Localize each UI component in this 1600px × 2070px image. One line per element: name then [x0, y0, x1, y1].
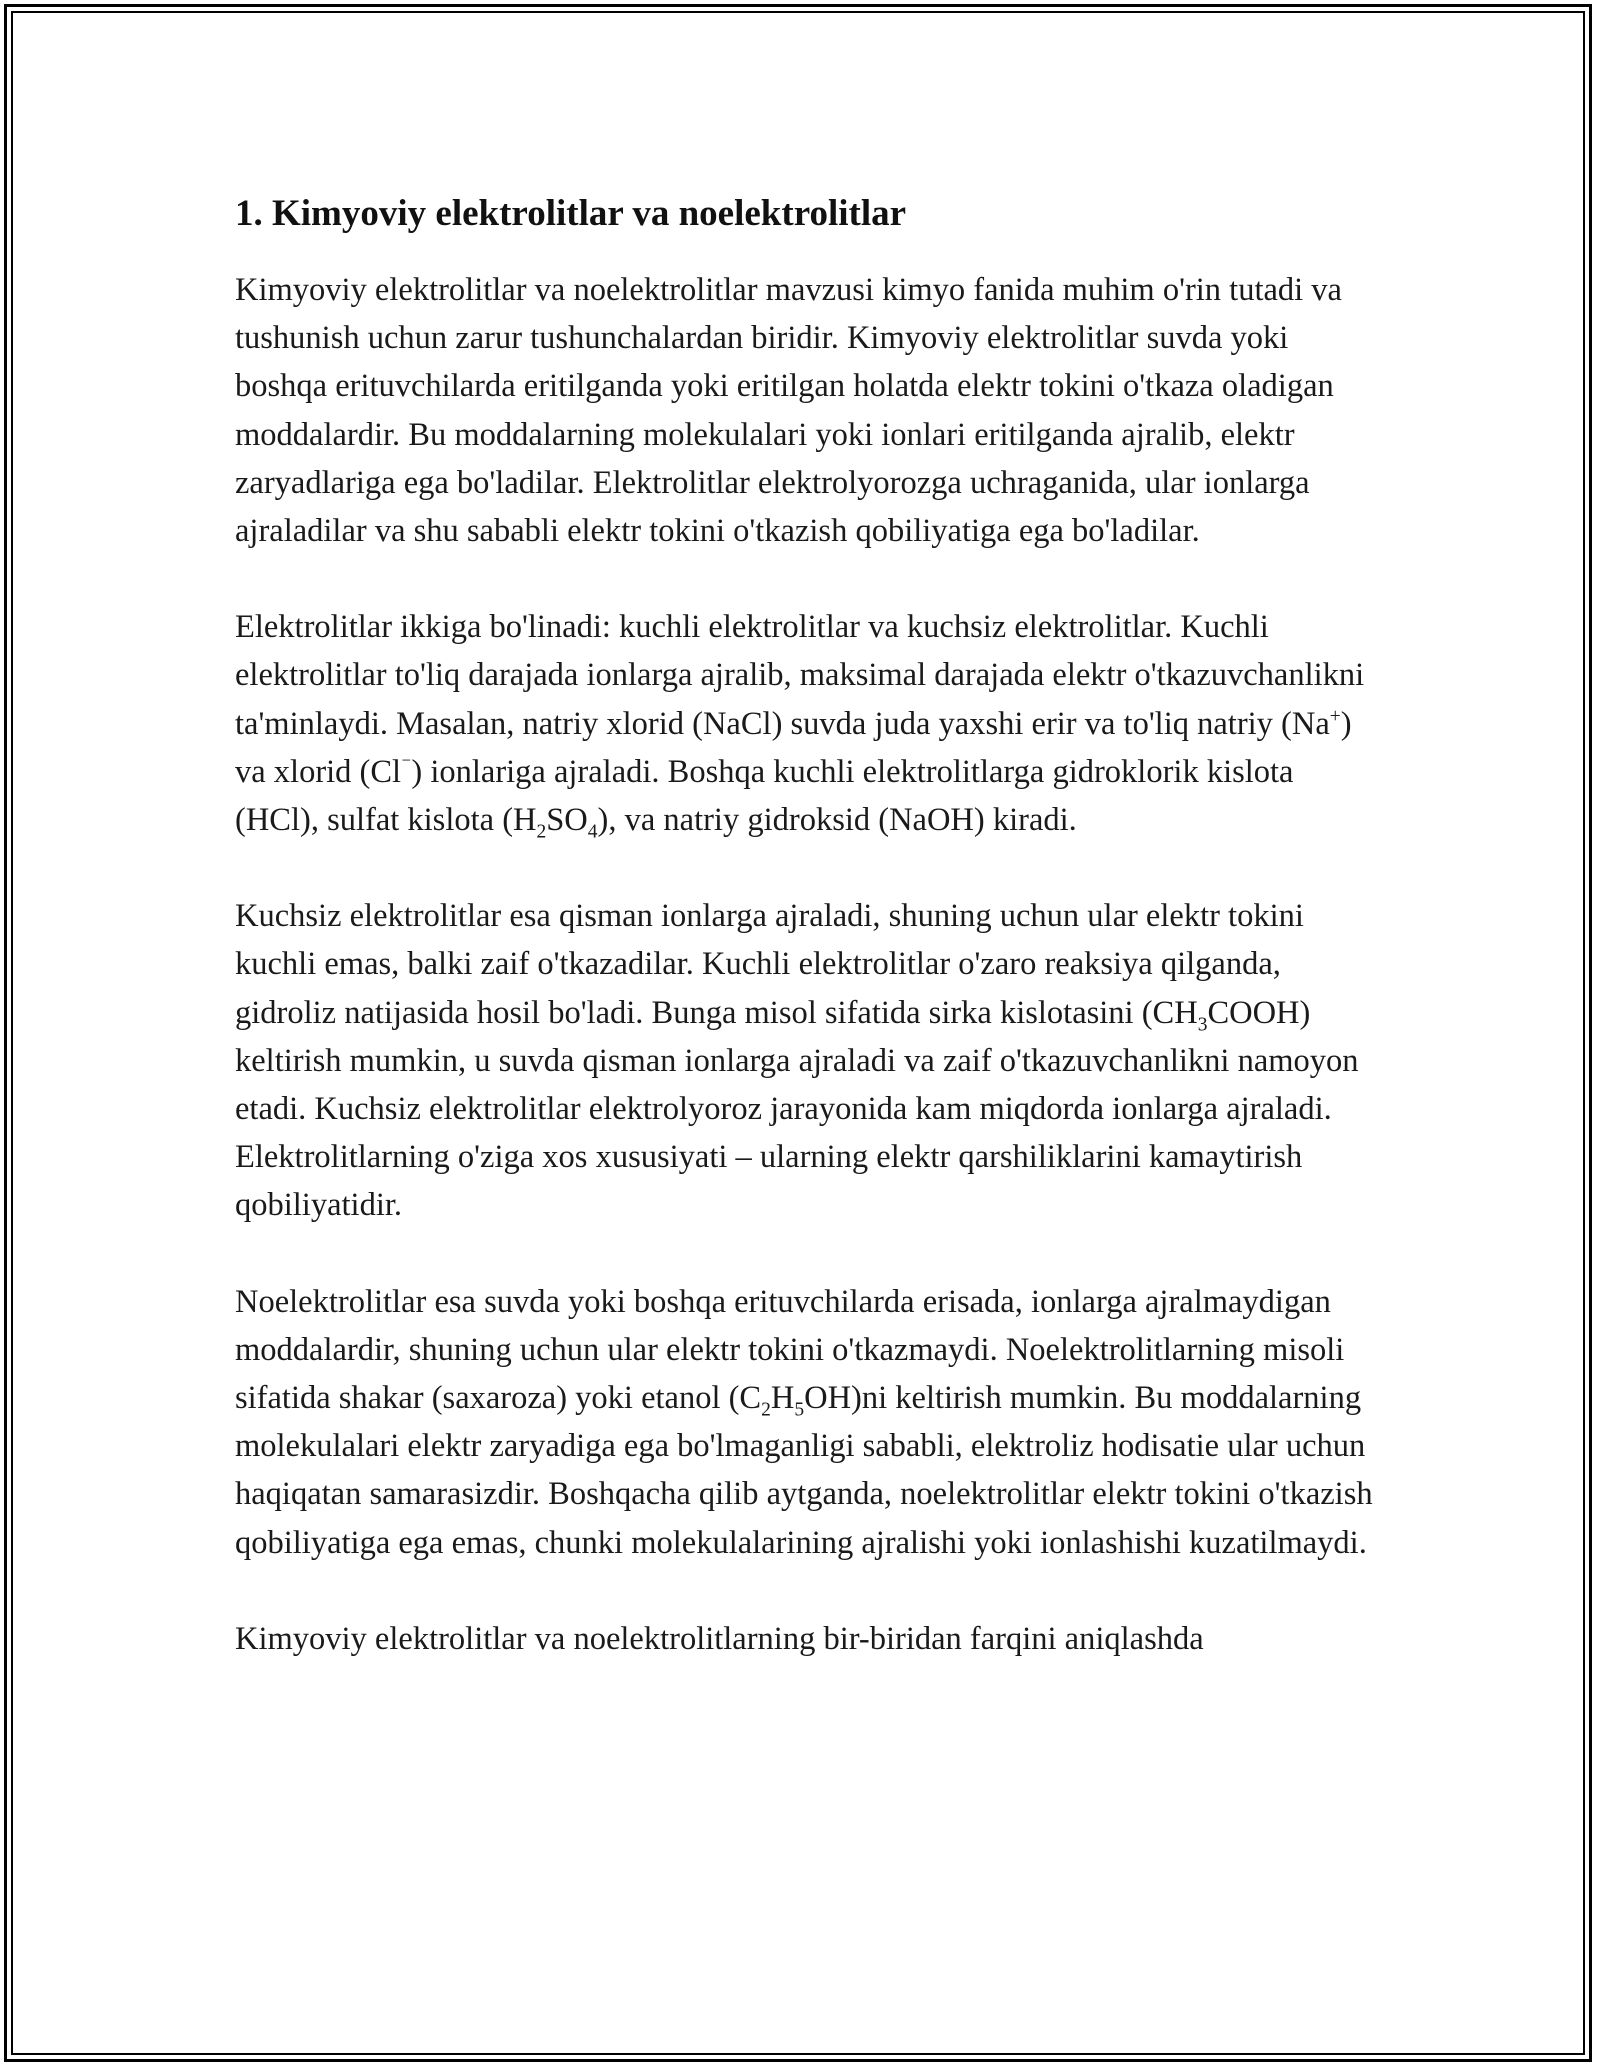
superscript: ⁻ — [401, 754, 412, 775]
text: ), va natriy gidroksid (NaOH) kiradi. — [597, 802, 1077, 839]
text: Noelektrolitlar esa suvda yoki boshqa erituvchilarda erisada, ionlarga ajralmaydigan moddalardir, shuning uchun ular elektr tokini o'tkazmaydi. Noelektrolitlarning misoli sifatida shakar (saxaroza) yoki etanol (C — [235, 1283, 1345, 1417]
subscript: 5 — [794, 1399, 805, 1421]
document-body — [235, 184, 1375, 1711]
paragraph-4 — [235, 1278, 1375, 1567]
subscript: 3 — [1197, 1014, 1208, 1036]
text: Kuchsiz elektrolitlar esa qisman ionlarga ajraladi, shuning uchun ular elektr tokini kuchli emas, balki zaif o'tkazadilar. Kuchli elektrolitlar o'zaro reaksiya qilganda, gidroliz natijasida hosil bo'ladi. Bunga misol sifatida sirka kislotasini (CH — [235, 898, 1304, 1031]
text: SO — [546, 802, 588, 839]
paragraph-5: Kimyoviy elektrolitlar va noelektrolitlarning bir-biridan farqini aniqlashda — [235, 1620, 1204, 1657]
text: OH)ni keltirish mumkin. Bu moddalarning molekulalari elektr zaryadiga ega bo'lmaganligi sababli, elektroliz hodisatie ular uchun haqiqatan samarasizdir. Boshqacha qilib aytganda, noelektrolitlar elektr tokini o'tkazish qobiliyatiga ega emas, chunki molekulalarining ajralishi yoki ionlashishi kuzatilmaydi. — [235, 1380, 1373, 1561]
text: COOH) keltirish mumkin, u suvda qisman ionlarga ajraladi va zaif o'tkazuvchanlikni namoyon etadi. Kuchsiz elektrolitlar elektrolyoroz jarayonida kam miqdorda ionlarga ajraladi. Elektrolitlarning o'ziga xos xususiyati – ularning elektr qarshiliklarini kamaytirish qobiliyatidir. — [235, 994, 1359, 1224]
subscript: 2 — [536, 821, 547, 843]
paragraph-2 — [235, 603, 1375, 844]
subscript: 4 — [587, 821, 598, 843]
paragraph-3 — [235, 892, 1375, 1229]
section-heading: 1. Kimyoviy elektrolitlar va noelektrolitlar — [235, 193, 907, 234]
text: ) va xlorid (Cl — [235, 705, 1352, 790]
subscript: 2 — [761, 1399, 771, 1421]
text: H — [770, 1380, 795, 1417]
paragraph-1: Kimyoviy elektrolitlar va noelektrolitlar mavzusi kimyo fanida muhim o'rin tutadi va tushunish uchun zarur tushunchalardan biridir. Kimyoviy elektrolitlar suvda yoki boshqa erituvchilarda eritilganda yoki eritilgan holatda elektr tokini o'tkaza oladigan moddalardir. Bu moddalarning molekulalari yoki ionlari eritilganda ajralib, elektr zaryadlariga ega bo'ladilar. Elektrolitlar elektrolyorozga uchraganida, ular ionlarga ajraladilar va shu sababli elektr tokini o'tkazish qobiliyatiga ega bo'ladilar. — [235, 272, 1342, 550]
superscript: + — [1329, 705, 1341, 727]
text: ) ionlariga ajraladi. Boshqa kuchli elektrolitlarga gidroklorik kislota (HCl), sulfat kislota (H — [235, 753, 1294, 839]
text: Elektrolitlar ikkiga bo'linadi: kuchli elektrolitlar va kuchsiz elektrolitlar. Kuchli elektrolitlar to'liq darajada ionlarga ajralib, maksimal darajada elektr o'tkazuvchanlikni ta'minlaydi. Masalan, natriy xlorid (NaCl) suvda juda yaxshi erir va to'liq natriy (Na — [235, 609, 1365, 742]
